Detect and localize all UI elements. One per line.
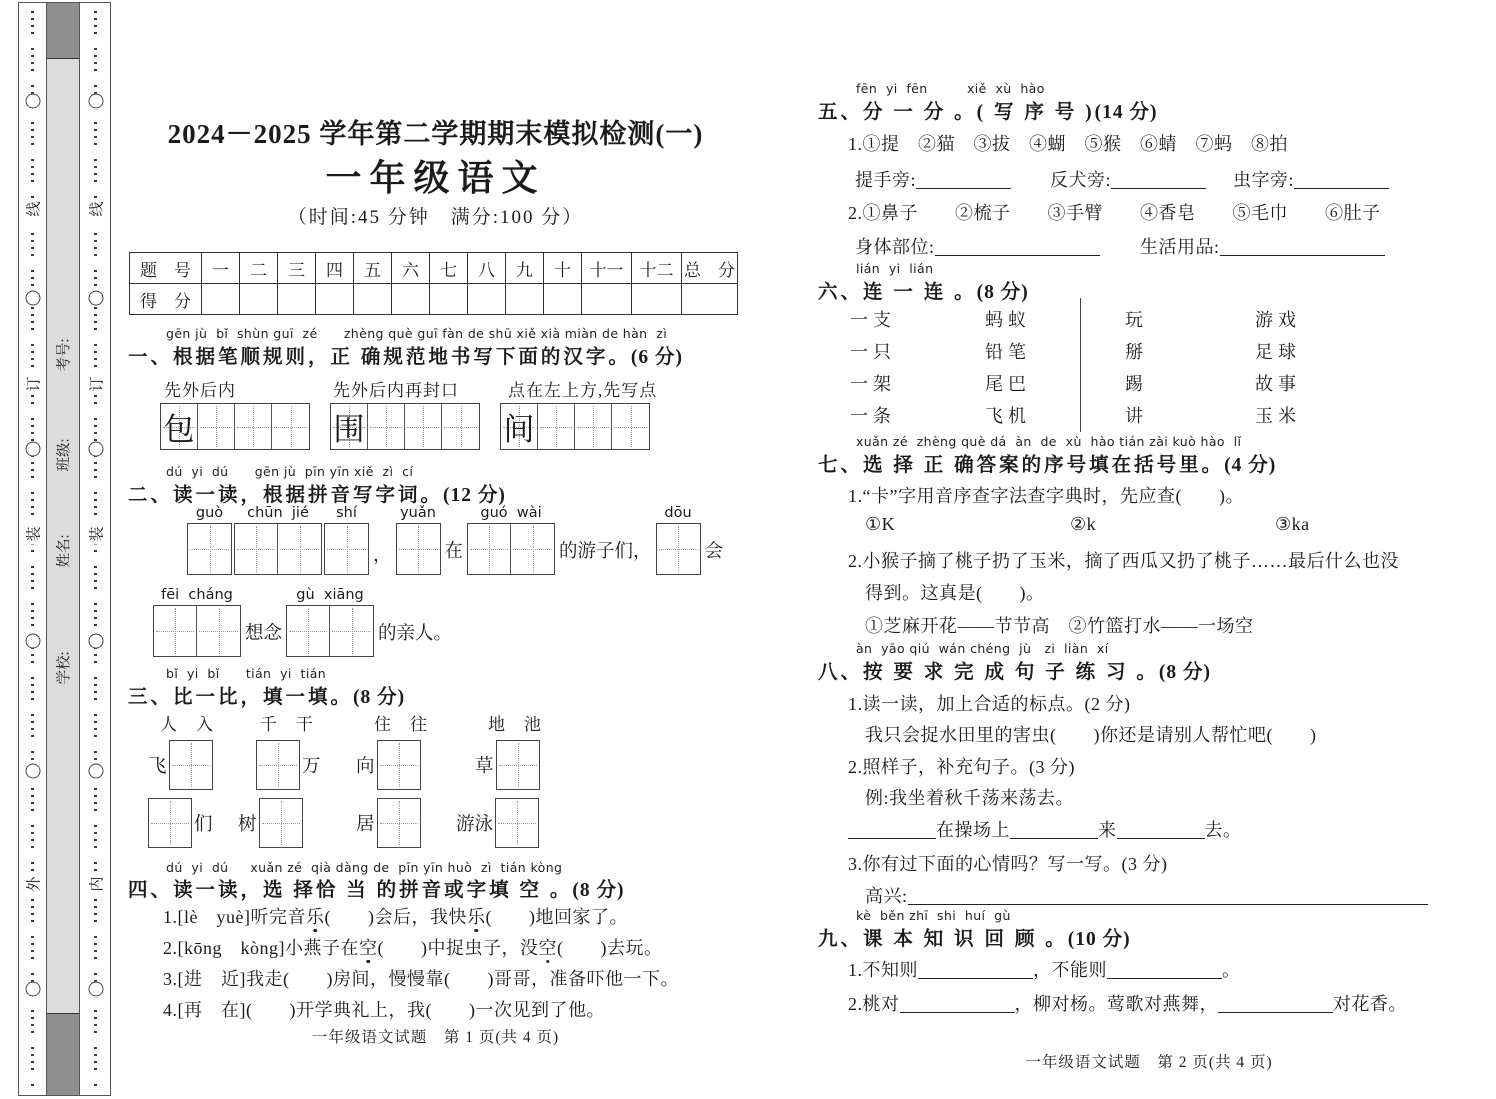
q7-options-2: ①芝麻开花——节节高 ②竹篮打水——一场空	[865, 616, 1254, 636]
q5-cat-label: 身体部位:	[855, 237, 935, 257]
grid-cell	[575, 404, 612, 449]
binding-char-xian: 线	[84, 198, 107, 219]
q9-score: (10 分)	[1067, 929, 1131, 950]
binding-char-wai: 外	[21, 873, 44, 894]
q2-pinyin: dú yi dú gēn jù pīn yīn xiě zì cí	[166, 464, 414, 479]
q4-title	[128, 874, 625, 902]
grid-cell	[235, 404, 272, 449]
q9-text: 2.桃对	[848, 994, 900, 1014]
binding-hole	[25, 94, 40, 109]
blank-line	[935, 241, 1100, 256]
q3-pair-3: 住 往	[374, 715, 428, 734]
q8-title	[818, 656, 1211, 684]
grid-char: 间	[503, 412, 535, 447]
q3-item	[148, 798, 215, 848]
q5-title-text: 五、分 一 分 。( 写 序 号 )	[818, 102, 1095, 123]
score-empty-cell	[354, 284, 392, 315]
q6-match-item: 一条	[850, 406, 896, 426]
answer-box	[496, 799, 538, 847]
answer-box-unit	[467, 505, 555, 575]
answer-box	[154, 606, 197, 656]
q5-cat-radical-dog	[1050, 166, 1206, 192]
q3-item	[146, 740, 213, 790]
binding-strip-area	[18, 2, 111, 1096]
q6-score: (8 分)	[976, 282, 1029, 303]
pinyin-label: dōu	[664, 505, 692, 521]
binding-dash-line-outer	[26, 11, 42, 1087]
q3-item-label: 向	[356, 757, 375, 777]
blank-line	[1294, 174, 1389, 189]
field-school: 学校:	[56, 651, 73, 685]
q9-text: 对花香。	[1333, 994, 1407, 1014]
q6-title	[818, 276, 1029, 304]
grid-cell	[442, 404, 479, 449]
q5-cat-daily-items	[1140, 233, 1385, 259]
q5-cat-label: 提手旁:	[855, 170, 917, 190]
binding-char-zhuang: 装	[84, 523, 107, 544]
answer-box	[170, 741, 212, 789]
score-empty-cell	[278, 284, 316, 315]
q6-match-item: 讲	[1125, 406, 1144, 426]
exam-title: 2024－2025 学年第二学期期末模拟检测(一)	[167, 119, 704, 149]
binding-hole	[25, 442, 40, 457]
blank-line	[1220, 241, 1385, 256]
grid-cell	[161, 404, 198, 449]
score-empty-cell	[506, 284, 544, 315]
q6-title-text: 六、连 一 连 。	[818, 282, 977, 303]
score-cell: 二	[240, 253, 278, 284]
q2-title-text: 二、读一读，根据拼音写字词。	[128, 485, 444, 506]
q1-hint-2: 先外后内再封口	[333, 381, 459, 400]
blank-line	[1107, 964, 1222, 979]
q6-match-item: 一只	[850, 342, 896, 362]
q3-item-label: 草	[475, 757, 494, 777]
q3-item-label: 们	[194, 815, 213, 835]
pinyin-label: gù xiāng	[296, 587, 364, 603]
q6-column-divider	[1080, 298, 1081, 432]
q3-item-label: 万	[302, 757, 321, 777]
q2-row-2	[152, 587, 455, 657]
score-cell: 六	[392, 253, 430, 284]
q3-item	[256, 740, 323, 790]
q9-text: 。	[1222, 960, 1241, 980]
q5-cat-label: 虫字旁:	[1233, 170, 1295, 190]
q8-sub-1: 1.读一读，加上合适的标点。(2 分)	[848, 694, 1131, 714]
q4-seg: ( )地回家了。	[485, 907, 628, 927]
score-empty-cell	[316, 284, 354, 315]
q3-item-label: 居	[356, 815, 375, 835]
q6-match-item: 玩	[1125, 310, 1144, 330]
pinyin-label: chūn jié	[247, 505, 309, 521]
page1-footer: 一年级语文试题 第 1 页(共 4 页)	[311, 1029, 560, 1046]
q3-item-label: 游泳	[456, 815, 494, 835]
strip-bottom-cap	[47, 1013, 79, 1095]
q5-item-1: 1.①提 ②猫 ③拔 ④蝴 ⑤猴 ⑥蜻 ⑦蚂 ⑧拍	[848, 134, 1288, 154]
q3-item	[236, 798, 303, 848]
q1-pinyin: gēn jù bǐ shùn guī zé zhèng què guī fàn de shū xiě xià miàn de hàn zì	[166, 326, 668, 341]
score-empty-cell	[468, 284, 506, 315]
q5-cat-label: 反犬旁:	[1050, 170, 1112, 190]
pinyin-label: guò	[195, 505, 224, 521]
q5-score: (14 分)	[1094, 102, 1158, 123]
answer-box	[378, 741, 420, 789]
q4-seg: 2.[kōng kòng]小燕子在	[163, 938, 359, 958]
score-cell: 八	[468, 253, 506, 284]
q6-match-item: 一架	[850, 374, 896, 394]
q5-cat-body-parts	[855, 233, 1100, 259]
answer-box	[188, 524, 231, 574]
q6-match-item: 蚂蚁	[985, 310, 1031, 330]
score-empty-cell	[430, 284, 468, 315]
q8-title-text: 八、按 要 求 完 成 句 子 练 习 。	[818, 662, 1159, 683]
q7-option: ②k	[1070, 514, 1097, 534]
q6-match-item: 一支	[850, 310, 896, 330]
q5-pinyin: fēn yi fēn xiě xù hào	[856, 81, 1045, 96]
q4-title-text: 四、读一读，选 择恰 当 的拼音或字填 空 。	[128, 880, 573, 901]
page-1	[128, 0, 743, 1099]
pinyin-label: shí	[336, 505, 357, 521]
q3-score: (8 分)	[353, 687, 406, 708]
q8-sub-2: 2.照样子，补充句子。(3 分)	[848, 757, 1075, 777]
binding-hole	[88, 764, 103, 779]
q4-emph-char: 乐	[305, 907, 325, 927]
blank-line	[1218, 998, 1333, 1013]
binding-hole	[25, 634, 40, 649]
q8-sub-3: 3.你有过下面的心情吗？写一写。(3 分)	[848, 854, 1168, 874]
answer-box	[330, 606, 373, 656]
blank-line	[918, 964, 1033, 979]
score-cell: 四	[316, 253, 354, 284]
q7-item-2-line-1: 2.小猴子摘了桃子扔了玉米，摘了西瓜又扔了桃子……最后什么也没	[848, 551, 1399, 571]
q2-score: (12 分)	[443, 485, 506, 506]
score-cell: 十二	[632, 253, 682, 284]
q3-title	[128, 681, 405, 709]
binding-hole	[88, 982, 103, 997]
q8-sub-3-answer	[865, 882, 1428, 908]
q8-fill-text: 在操场上	[936, 820, 1010, 840]
q7-pinyin: xuǎn zé zhèng què dá àn de xù hào tián zài kuò hào lǐ	[856, 434, 1242, 449]
q5-item-2: 2.①鼻子 ②梳子 ③手臂 ④香皂 ⑤毛巾 ⑥肚子	[848, 203, 1381, 223]
grid-cell	[501, 404, 538, 449]
blank-line	[1117, 824, 1205, 839]
answer-box	[657, 524, 700, 574]
q6-match-item: 铅笔	[985, 342, 1031, 362]
q4-seg: 1.[lè yuè]听完音	[163, 907, 306, 927]
grid-char: 包	[163, 412, 195, 447]
grid-cell	[198, 404, 235, 449]
answer-box	[287, 606, 330, 656]
grid-cell	[612, 404, 649, 449]
answer-box	[497, 741, 539, 789]
q3-item	[354, 740, 421, 790]
q3-item-label: 飞	[148, 757, 167, 777]
q6-match-item: 尾巴	[985, 374, 1031, 394]
grid-cell	[331, 404, 368, 449]
answer-box-unit	[153, 587, 241, 657]
q4-seg: ( )中捉虫子，没	[377, 938, 539, 958]
q9-item-2	[848, 990, 1407, 1016]
q2-text: ，	[373, 546, 392, 566]
q2-text: 会	[704, 542, 724, 562]
score-label-cell: 得 分	[130, 284, 202, 315]
score-empty-cell	[240, 284, 278, 315]
q4-item-1	[163, 903, 628, 929]
q8-sub-1-sentence: 我只会捉水田里的害虫( )你还是请别人帮忙吧( )	[865, 725, 1317, 745]
binding-char-zhuang: 装	[21, 523, 44, 544]
binding-hole	[25, 764, 40, 779]
answer-box-unit	[286, 587, 374, 657]
strip-top-cap	[47, 3, 79, 59]
q4-item-2	[163, 934, 663, 960]
q6-match-item: 足球	[1255, 342, 1301, 362]
q9-title	[818, 923, 1131, 951]
answer-box-unit	[234, 505, 322, 575]
q7-option: ③ka	[1275, 514, 1310, 534]
q3-title-text: 三、比一比，填一填。	[128, 687, 354, 708]
q2-text: 想念	[245, 624, 283, 644]
answer-box-unit	[324, 505, 369, 575]
field-class: 班级:	[56, 438, 73, 472]
q3-pair-2: 千 干	[260, 715, 314, 734]
score-cell: 十一	[582, 253, 632, 284]
q9-text: 1.不知则	[848, 960, 918, 980]
answer-box	[197, 606, 240, 656]
score-empty-cell	[392, 284, 430, 315]
q4-emph-char: 乐	[466, 907, 486, 927]
pinyin-label: yuǎn	[400, 505, 436, 521]
score-cell: 一	[202, 253, 240, 284]
student-info-strip	[46, 3, 80, 1095]
q4-item-3: 3.[进 近]我走( )房间，慢慢靠( )哥哥，准备吓他一下。	[163, 969, 679, 989]
q3-pair-4: 地 池	[488, 715, 542, 734]
binding-hole	[88, 94, 103, 109]
blank-line	[908, 890, 1428, 905]
q4-emph-char: 空	[538, 938, 557, 958]
grid-cell	[405, 404, 442, 449]
q8-sub-2-fill	[848, 816, 1242, 842]
q5-cat-radical-insect	[1233, 166, 1389, 192]
score-empty-cell	[632, 284, 682, 315]
q2-text: 的游子们，	[559, 542, 652, 562]
exam-meta: （时间:45 分钟 满分:100 分）	[287, 207, 584, 228]
q2-text: 的亲人。	[378, 624, 453, 644]
binding-dash-line-inner	[89, 11, 105, 1087]
score-table	[129, 252, 738, 315]
q7-title-text: 七、选 择 正 确答案的序号填在括号里。	[818, 455, 1225, 476]
q6-match-item: 飞机	[985, 406, 1031, 426]
q9-pinyin: kè běn zhī shi huí gù	[856, 908, 1011, 923]
q1-title-text: 一、根据笔顺规则，正 确规范地书写下面的汉字。	[128, 347, 631, 368]
q8-fill-text: 去。	[1204, 820, 1242, 840]
answer-box-unit	[187, 505, 232, 575]
answer-box-unit	[656, 505, 701, 575]
score-cell: 七	[430, 253, 468, 284]
q9-text: ，不能则	[1033, 960, 1107, 980]
binding-hole	[88, 442, 103, 457]
binding-char-nei: 内	[84, 873, 107, 894]
q8-fill-text: 来	[1098, 820, 1117, 840]
binding-hole	[25, 291, 40, 306]
answer-box	[511, 524, 554, 574]
blank-line	[916, 174, 1011, 189]
score-cell: 五	[354, 253, 392, 284]
q4-emph-char: 空	[359, 938, 378, 958]
q6-pinyin: lián yi lián	[856, 261, 934, 276]
score-cell: 总 分	[682, 253, 738, 284]
q3-item	[354, 798, 421, 848]
answer-box	[260, 799, 302, 847]
q8-mood-label: 高兴:	[865, 886, 908, 906]
q3-pair-1: 人 入	[160, 715, 214, 734]
score-table-score-row	[130, 284, 738, 315]
exam-subtitle: 一年级语文	[325, 158, 546, 198]
q4-score: (8 分)	[572, 880, 625, 901]
binding-hole	[88, 634, 103, 649]
q7-item-1: 1.“卡”字用音序查字法查字典时，先应查( )。	[848, 486, 1244, 506]
binding-char-xian: 线	[21, 198, 44, 219]
q1-hint-1: 先外后内	[164, 381, 236, 400]
writing-grid-3	[500, 403, 650, 450]
q4-pinyin: dú yi dú xuǎn zé qià dàng de pīn yīn huò zì tián kòng	[166, 860, 563, 875]
blank-line	[1010, 824, 1098, 839]
score-cell: 三	[278, 253, 316, 284]
q8-pinyin: àn yāo qiú wán chéng jù zi liàn xí	[856, 641, 1109, 656]
answer-box	[149, 799, 191, 847]
q6-match-item: 掰	[1125, 342, 1144, 362]
score-empty-cell	[202, 284, 240, 315]
q3-item	[454, 798, 539, 848]
q9-text: ，柳对杨。莺歌对燕舞，	[1014, 994, 1218, 1014]
grid-cell	[538, 404, 575, 449]
q4-item-4: 4.[再 在]( )开学典礼上，我( )一次见到了他。	[163, 1000, 605, 1020]
answer-box	[325, 524, 368, 574]
binding-hole	[88, 291, 103, 306]
binding-char-ding: 订	[84, 373, 107, 394]
answer-box-unit	[396, 505, 441, 575]
grid-cell	[272, 404, 309, 449]
score-empty-cell	[682, 284, 738, 315]
q7-option: ①K	[865, 514, 896, 534]
q4-seg: ( )去玩。	[557, 938, 663, 958]
answer-box	[378, 799, 420, 847]
q1-hint-3: 点在左上方,先写点	[508, 381, 658, 400]
q7-title	[818, 449, 1276, 477]
score-empty-cell	[582, 284, 632, 315]
pinyin-label: fēi cháng	[161, 587, 233, 603]
q6-match-item: 踢	[1125, 374, 1144, 394]
pinyin-label: guó wài	[480, 505, 542, 521]
q2-row-1	[186, 505, 726, 575]
grid-char: 围	[333, 412, 365, 447]
q2-text: 在	[444, 542, 464, 562]
grid-cell	[368, 404, 405, 449]
field-name: 姓名:	[56, 534, 73, 568]
q7-item-2-line-2: 得到。这真是( )。	[865, 583, 1045, 603]
answer-box	[397, 524, 440, 574]
q9-item-1	[848, 956, 1241, 982]
q5-title	[818, 96, 1158, 124]
score-cell: 十	[544, 253, 582, 284]
q1-score: (6 分)	[630, 347, 684, 368]
score-cell: 题 号	[130, 253, 202, 284]
writing-grid-2	[330, 403, 480, 450]
binding-char-ding: 订	[21, 373, 44, 394]
q4-seg: ( )会后，我快	[324, 907, 467, 927]
q8-score: (8 分)	[1158, 662, 1212, 683]
answer-box	[278, 524, 321, 574]
q7-score: (4 分)	[1224, 455, 1277, 476]
answer-box	[468, 524, 511, 574]
blank-line	[900, 998, 1015, 1013]
score-table-header-row	[130, 253, 738, 284]
q2-title	[128, 479, 506, 507]
q6-match-item: 故事	[1255, 374, 1301, 394]
answer-box	[257, 741, 299, 789]
page-2	[818, 0, 1480, 1099]
page2-footer: 一年级语文试题 第 2 页(共 4 页)	[1025, 1054, 1273, 1071]
blank-line	[1111, 174, 1206, 189]
q1-title	[128, 341, 683, 369]
q8-sub-2-example: 例:我坐着秋千荡来荡去。	[865, 788, 1074, 808]
q6-match-item: 游戏	[1255, 310, 1301, 330]
q5-cat-label: 生活用品:	[1140, 237, 1220, 257]
field-exam-number: 考号:	[56, 338, 73, 372]
q5-cat-radical-hand	[855, 166, 1011, 192]
binding-hole	[25, 982, 40, 997]
score-cell: 九	[506, 253, 544, 284]
q9-title-text: 九、课 本 知 识 回 顾 。	[818, 929, 1068, 950]
q3-pinyin: bǐ yi bǐ tián yi tián	[166, 666, 327, 681]
q6-match-item: 玉米	[1255, 406, 1301, 426]
q3-item	[473, 740, 540, 790]
score-empty-cell	[544, 284, 582, 315]
answer-box	[235, 524, 278, 574]
blank-line	[848, 824, 936, 839]
writing-grid-1	[160, 403, 310, 450]
q3-item-label: 树	[238, 815, 257, 835]
